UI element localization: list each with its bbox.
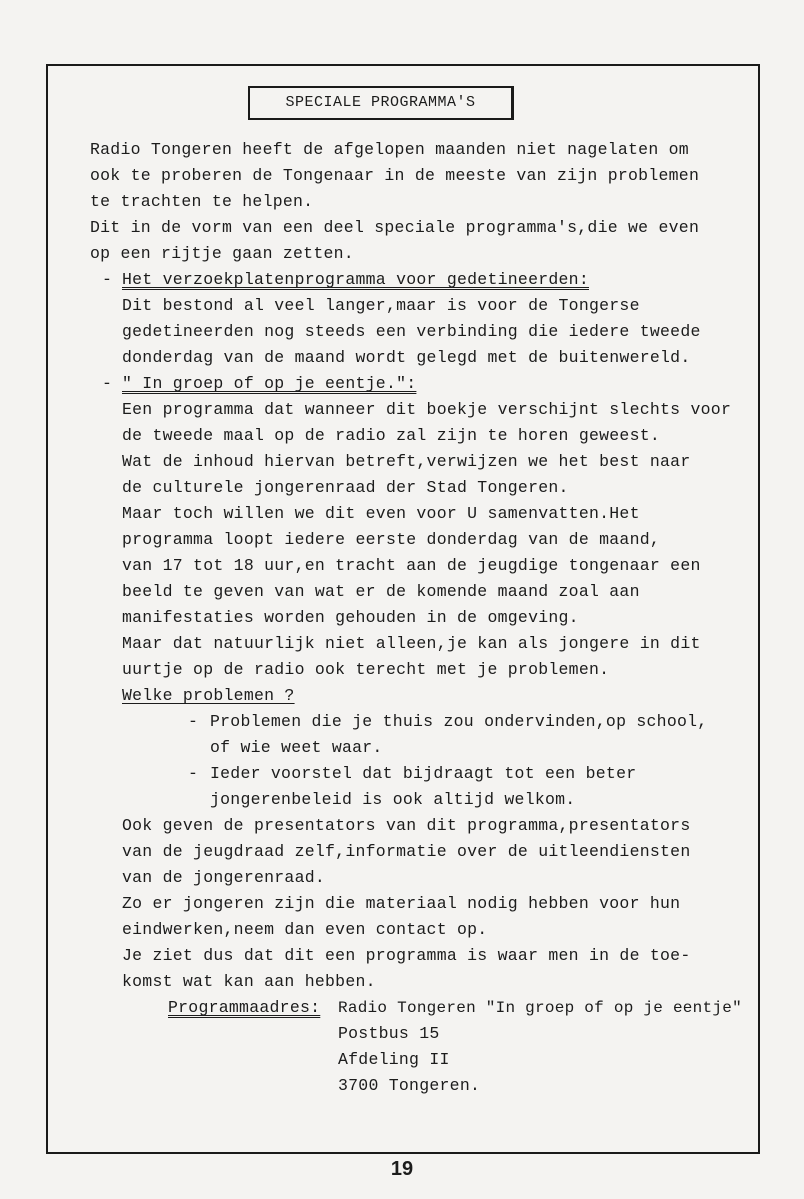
page-number: 19: [390, 1158, 414, 1180]
closing-line: Ook geven de presentators van dit programma,presentators: [122, 816, 691, 835]
closing-line: eindwerken,neem dan even contact op.: [122, 920, 488, 939]
section2-line: programma loopt iedere eerste donderdag van de maand,: [122, 530, 661, 549]
intro-line: ook te proberen de Tongenaar in de meeste van zijn problemen: [90, 166, 700, 185]
page-title: SPECIALE PROGRAMMA'S: [248, 86, 514, 120]
address-line: Radio Tongeren "In groep of op je eentje": [338, 999, 742, 1017]
section2-line: manifestaties worden gehouden in de omgeving.: [122, 608, 579, 627]
section1-line: gedetineerden nog steeds een verbinding die iedere tweede: [122, 322, 701, 341]
bullet-line: of wie weet waar.: [210, 738, 383, 757]
section2-dash: -: [102, 374, 113, 393]
address-line: Afdeling II: [338, 1050, 450, 1069]
bullet-line: Ieder voorstel dat bijdraagt tot een beter: [210, 764, 637, 783]
section2-line: de tweede maal op de radio zal zijn te horen geweest.: [122, 426, 661, 445]
address-label: Programmaadres:: [168, 998, 321, 1017]
intro-line: Dit in de vorm van een deel speciale programma's,die we even: [90, 218, 700, 237]
bullet-line: jongerenbeleid is ook altijd welkom.: [210, 790, 576, 809]
section1-line: donderdag van de maand wordt gelegd met de buitenwereld.: [122, 348, 691, 367]
address-line: 3700 Tongeren.: [338, 1076, 481, 1095]
section2-line: uurtje op de radio ook terecht met je problemen.: [122, 660, 610, 679]
bullet-line: Problemen die je thuis zou ondervinden,op school,: [210, 712, 708, 731]
intro-line: te trachten te helpen.: [90, 192, 314, 211]
section2-line: Maar toch willen we dit even voor U samenvatten.Het: [122, 504, 640, 523]
section2-heading: " In groep of op je eentje.":: [122, 374, 417, 393]
intro-line: op een rijtje gaan zetten.: [90, 244, 354, 263]
section2-line: beeld te geven van wat er de komende maand zoal aan: [122, 582, 640, 601]
section2-line: de culturele jongerenraad der Stad Tongeren.: [122, 478, 569, 497]
problems-heading: Welke problemen ?: [122, 686, 295, 705]
section1-line: Dit bestond al veel langer,maar is voor de Tongerse: [122, 296, 640, 315]
section2-line: Een programma dat wanneer dit boekje verschijnt slechts voor: [122, 400, 732, 419]
section2-line: Wat de inhoud hiervan betreft,verwijzen we het best naar: [122, 452, 691, 471]
closing-line: van de jeugdraad zelf,informatie over de uitleendiensten: [122, 842, 691, 861]
bullet-dash: -: [188, 764, 199, 783]
address-line: Postbus 15: [338, 1024, 440, 1043]
intro-line: Radio Tongeren heeft de afgelopen maanden niet nagelaten om: [90, 140, 689, 159]
section1-dash: -: [102, 270, 113, 289]
section2-line: Maar dat natuurlijk niet alleen,je kan als jongere in dit: [122, 634, 701, 653]
closing-line: Je ziet dus dat dit een programma is waar men in de toe-: [122, 946, 691, 965]
section1-heading: Het verzoekplatenprogramma voor gedetineerden:: [122, 270, 589, 289]
section2-line: van 17 tot 18 uur,en tracht aan de jeugdige tongenaar een: [122, 556, 701, 575]
closing-line: komst wat kan aan hebben.: [122, 972, 376, 991]
closing-line: Zo er jongeren zijn die materiaal nodig hebben voor hun: [122, 894, 681, 913]
closing-line: van de jongerenraad.: [122, 868, 326, 887]
bullet-dash: -: [188, 712, 199, 731]
